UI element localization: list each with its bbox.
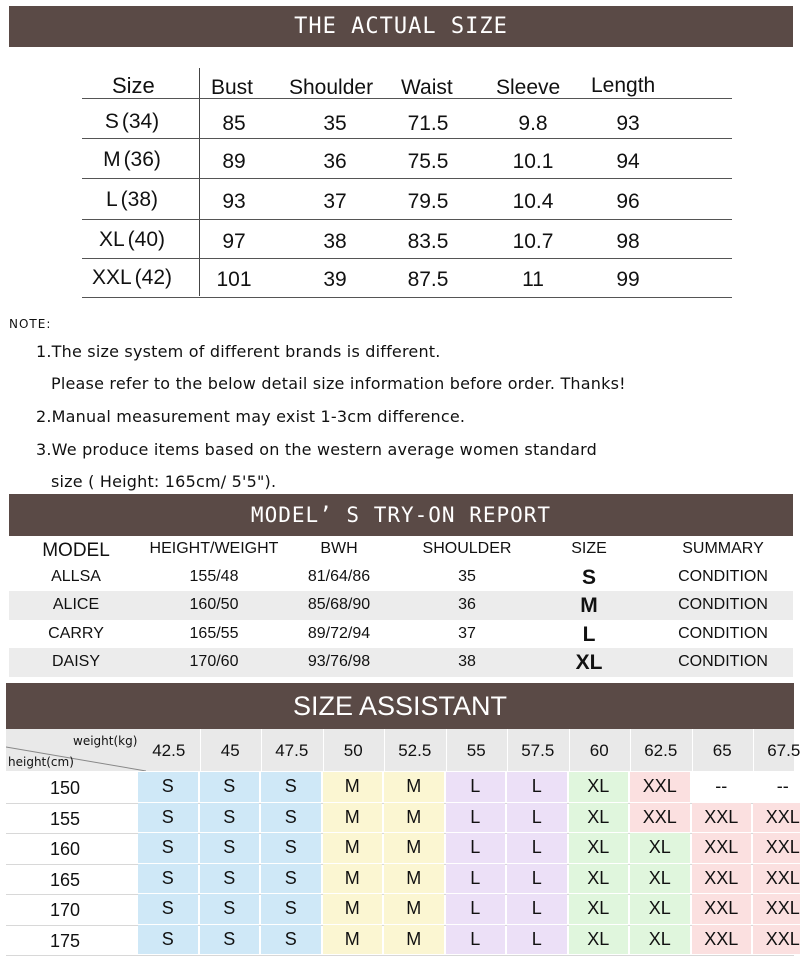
height-label-cell: 165 [49,869,81,890]
size-eu: (38) [120,188,159,211]
size-grid-cell: XL [569,803,629,833]
note-line: 3.We produce items based on the western average women standard [36,440,597,459]
header-divider [261,729,262,771]
measurement-cell: 38 [323,230,347,253]
weight-header: 45 [220,741,240,760]
model-header-cell: SHOULDER [422,540,512,557]
header-sleeve: Sleeve [496,76,561,99]
model-cell: 38 [458,653,476,670]
table-divider [199,68,200,296]
size-grid-cell: M [384,925,444,955]
measurement-cell: 35 [323,112,347,135]
height-label: height(cm) [8,755,74,769]
size-grid-cell: XXL [753,803,800,833]
model-cell: 37 [458,625,476,642]
size-grid-cell: S [138,803,198,833]
size-grid-cell: XXL [630,772,690,802]
measurement-cell: 85 [222,112,246,135]
model-cell: L [582,623,596,646]
note-line: 2.Manual measurement may exist 1-3cm difference. [36,407,466,426]
size-grid-cell: -- [753,772,800,802]
measurement-cell: 11 [522,268,544,291]
size-grid-cell: XL [630,925,690,955]
size-grid-cell: S [261,925,321,955]
size-grid-cell: L [507,772,567,802]
measurement-cell: 99 [616,268,640,291]
model-row [9,620,793,649]
model-name: ALLSA [51,568,101,585]
size-grid-cell: M [384,803,444,833]
size-grid-cell: XXL [692,803,752,833]
size-grid-cell: M [323,864,383,894]
measurement-cell: 83.5 [407,230,449,253]
size-label [82,228,182,252]
model-report-banner: MODEL’ S TRY-ON REPORT [9,494,793,536]
note-line: size ( Height: 165cm/ 5'5"). [51,472,277,491]
weight-header: 42.5 [152,741,186,760]
size-grid-cell: S [261,803,321,833]
size-letter: M [103,148,121,171]
size-grid-cell: L [446,925,506,955]
measurement-cell: 10.7 [512,230,554,253]
size-letter: XL [98,228,125,251]
model-header-row [9,538,793,566]
height-label-cell: 160 [49,839,81,859]
size-grid-cell: XXL [692,833,752,863]
note-line: 1.The size system of different brands is different. [36,342,441,361]
model-cell: CONDITION [678,625,768,642]
size-letter: S [104,110,119,133]
model-cell: 93/76/98 [307,653,371,670]
header-divider [753,729,754,771]
size-grid-cell: S [200,803,260,833]
measurement-cell: 93 [616,112,640,135]
notes-title: NOTE: [9,317,52,331]
size-grid-cell: XL [569,894,629,924]
header-divider [507,729,508,771]
size-letter: L [105,188,118,211]
model-cell: 155/48 [189,568,239,585]
model-name: CARRY [48,625,104,642]
size-grid-cell: XXL [692,894,752,924]
header-divider [323,729,324,771]
model-row [9,563,793,592]
size-grid-cell: XXL [692,864,752,894]
measurement-cell: 89 [222,150,246,173]
size-grid-cell: XL [569,925,629,955]
model-cell: CONDITION [678,568,768,585]
size-grid-cell: M [323,833,383,863]
size-grid-cell: XXL [630,803,690,833]
size-grid-cell: L [446,772,506,802]
row-divider [82,258,732,259]
header-divider [384,729,385,771]
height-label-cell: 155 [49,808,81,829]
size-grid-cell: M [323,772,383,802]
model-cell: 160/50 [189,596,239,613]
size-grid-cell: XXL [753,864,800,894]
size-grid-cell: M [384,833,444,863]
size-label [82,110,182,134]
size-grid-cell: XL [569,864,629,894]
size-grid-cell: XL [630,864,690,894]
size-grid-cell: S [200,925,260,955]
measurement-cell: 97 [222,230,246,253]
header-divider [446,729,447,771]
size-grid-cell: S [138,864,198,894]
weight-label: weight(kg) [73,734,138,748]
height-label-cell: 175 [49,930,81,951]
measurement-cell: 87.5 [407,268,449,291]
size-grid-cell: S [138,772,198,802]
model-cell: 81/64/86 [307,568,371,585]
size-grid-cell: S [200,864,260,894]
header-divider [569,729,570,771]
measurement-cell: 98 [616,230,640,253]
measurement-cell: 39 [323,268,347,291]
model-cell: 170/60 [189,653,239,670]
size-grid-cell: S [261,894,321,924]
size-grid-cell: XL [630,894,690,924]
size-grid-cell: L [507,803,567,833]
model-cell: CONDITION [678,596,768,613]
header-length: Length [591,74,656,97]
size-grid-header [6,729,800,771]
model-row [9,591,793,620]
size-letter: XXL [91,266,132,289]
grid-row-divider [6,955,794,956]
size-grid-cell: XXL [753,925,800,955]
row-divider [82,297,732,298]
actual-size-table [82,68,732,298]
actual-size-banner: THE ACTUAL SIZE [9,6,793,47]
size-grid-cell: S [138,833,198,863]
size-grid-cell: L [446,833,506,863]
measurement-cell: 9.8 [518,112,548,135]
size-eu: (36) [123,148,161,171]
measurement-cell: 36 [323,150,347,173]
size-label [82,188,182,212]
size-eu: (40) [127,228,166,251]
model-cell: 35 [458,568,476,585]
measurement-cell: 10.1 [512,150,554,173]
model-header-cell: SIZE [571,540,607,557]
measurement-cell: 94 [616,150,640,173]
measurement-cell: 93 [222,190,246,213]
weight-header: 50 [343,741,363,760]
size-grid-cell: L [446,864,506,894]
weight-header: 60 [589,741,609,760]
measurement-cell: 96 [616,190,640,213]
model-name: DAISY [51,653,101,670]
weight-header: 67.5 [767,741,800,760]
row-divider [82,138,732,139]
size-grid-cell: XL [630,833,690,863]
model-header-cell: MODEL [42,540,110,561]
size-assistant-banner: SIZE ASSISTANT [6,683,794,729]
header-divider [200,729,201,771]
model-cell: CONDITION [678,653,768,670]
measurement-cell: 79.5 [407,190,449,213]
size-grid-cell: L [507,864,567,894]
size-grid-cell: L [446,894,506,924]
size-grid-cell: XXL [692,925,752,955]
measurement-cell: 10.4 [512,190,554,213]
header-waist: Waist [401,76,453,99]
row-divider [82,178,732,179]
measurement-cell: 101 [216,268,252,291]
model-cell: S [581,566,597,589]
header-shoulder: Shoulder [289,76,374,99]
size-grid-cell: L [507,925,567,955]
size-grid-cell: M [384,772,444,802]
weight-header: 52.5 [398,741,432,760]
header-size: Size [112,73,155,98]
size-grid-cell: XL [569,772,629,802]
weight-header: 57.5 [521,741,555,760]
size-grid-cell: XXL [753,894,800,924]
size-label [82,266,182,290]
size-grid-cell: S [261,772,321,802]
height-label-cell: 170 [49,900,81,920]
size-grid-cell: L [507,833,567,863]
measurement-cell: 75.5 [407,150,449,173]
size-grid-cell: L [507,894,567,924]
row-divider [82,219,732,220]
size-grid-cell: M [384,894,444,924]
model-cell: 36 [458,596,476,613]
weight-header: 62.5 [644,741,678,760]
header-divider [692,729,693,771]
size-grid-cell: M [384,864,444,894]
header-divider [630,729,631,771]
weight-header: 55 [466,741,486,760]
size-grid-cell: S [200,894,260,924]
model-row [9,648,793,677]
model-header-cell: HEIGHT/WEIGHT [149,540,279,557]
size-grid-cell: XL [569,833,629,863]
model-cell: 89/72/94 [307,625,371,642]
size-grid-cell: S [200,772,260,802]
size-grid-cell: S [200,833,260,863]
measurement-cell: 71.5 [407,112,449,135]
model-cell: 85/68/90 [307,596,371,613]
note-line: Please refer to the below detail size information before order. Thanks! [51,374,626,393]
size-grid-cell: L [446,803,506,833]
model-cell: M [580,594,598,617]
header-bust: Bust [211,76,254,99]
height-label-cell: 150 [49,778,81,798]
weight-header: 47.5 [275,741,309,760]
size-grid-cell: -- [692,772,752,802]
model-cell: 165/55 [189,625,239,642]
size-grid-cell: S [138,894,198,924]
model-header-cell: BWH [320,540,358,557]
measurement-cell: 37 [323,190,347,213]
size-label [82,148,182,172]
model-header-cell: SUMMARY [682,540,764,557]
size-grid-cell: M [323,925,383,955]
weight-header: 65 [712,741,732,760]
size-grid-cell: S [261,864,321,894]
model-name: ALICE [52,596,100,613]
size-grid-cell: S [138,925,198,955]
size-grid-cell: S [261,833,321,863]
size-eu: (34) [121,110,160,133]
size-eu: (42) [134,266,173,289]
size-grid-cell: XXL [753,833,800,863]
size-grid-cell: M [323,803,383,833]
model-cell: XL [575,651,603,674]
size-grid-cell: M [323,894,383,924]
